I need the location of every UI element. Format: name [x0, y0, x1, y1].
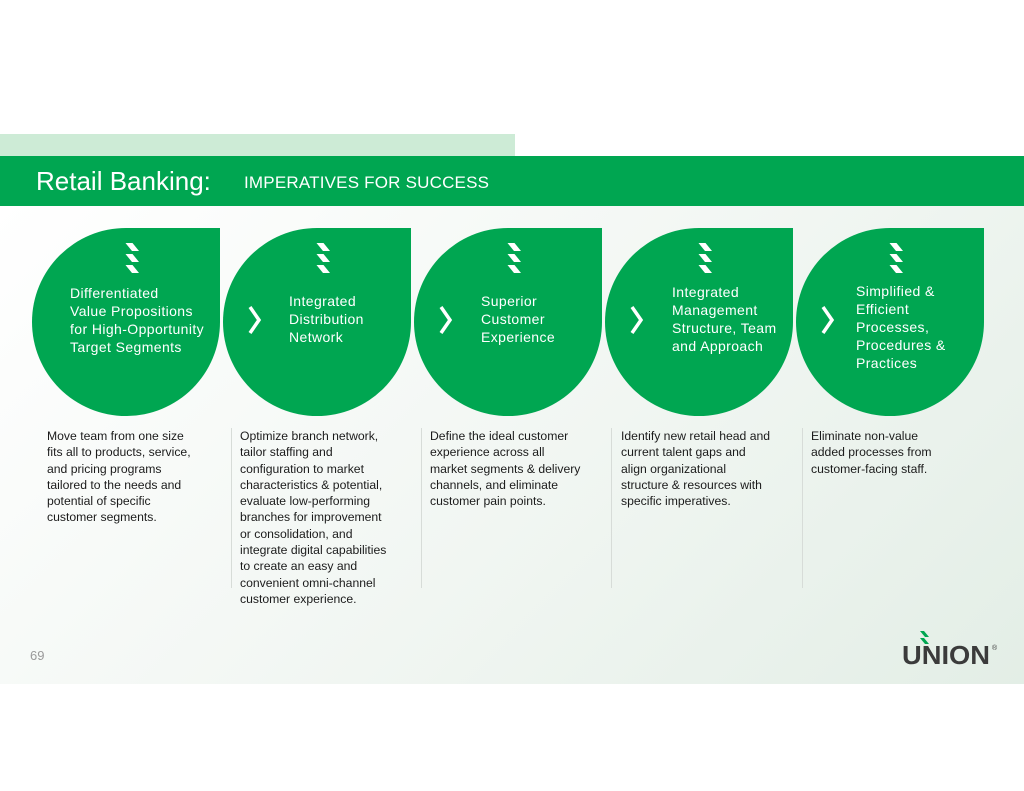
imperative-description-3: Define the ideal customer experience across all market segments & delivery channels, and eliminate customer pain points. — [430, 429, 581, 509]
imperative-description-2: Optimize branch network, tailor staffing and configuration to market characteristics & potential, evaluate low-performing branches for improvement or consolidation, and integrate digital capabilities to create an easy and convenient omni-channel customer experience. — [240, 429, 387, 606]
imperative-title-4: Integrated Management Structure, Team and Approach — [672, 284, 777, 354]
logo-wordmark: UNION — [902, 640, 990, 670]
imperative-description-1: Move team from one size fits all to products, service, and pricing programs tailored to the needs and potential of specific customer segments. — [47, 429, 191, 525]
page-title: Retail Banking: — [36, 166, 211, 196]
column-divider — [611, 428, 612, 588]
page-subtitle: IMPERATIVES FOR SUCCESS — [244, 173, 490, 192]
imperative-description-5: Eliminate non-value added processes from customer-facing staff. — [811, 429, 932, 476]
column-divider — [421, 428, 422, 588]
union-logo — [902, 630, 1002, 670]
imperative-description-4: Identify new retail head and current talent gaps and align organizational structure & resources with specific imperatives. — [621, 429, 771, 509]
column-divider — [802, 428, 803, 588]
imperative-title-3: Superior Customer Experience — [481, 293, 556, 345]
imperative-title-2: Integrated Distribution Network — [289, 293, 364, 345]
page-number: 69 — [30, 648, 45, 663]
column-divider — [231, 428, 232, 588]
imperative-title-5: Simplified & Efficient Processes, Procedures & Practices — [856, 283, 946, 371]
registered-mark: ® — [992, 645, 998, 652]
imperative-title-1: Differentiated Value Propositions for High-Opportunity Target Segments — [70, 285, 205, 355]
